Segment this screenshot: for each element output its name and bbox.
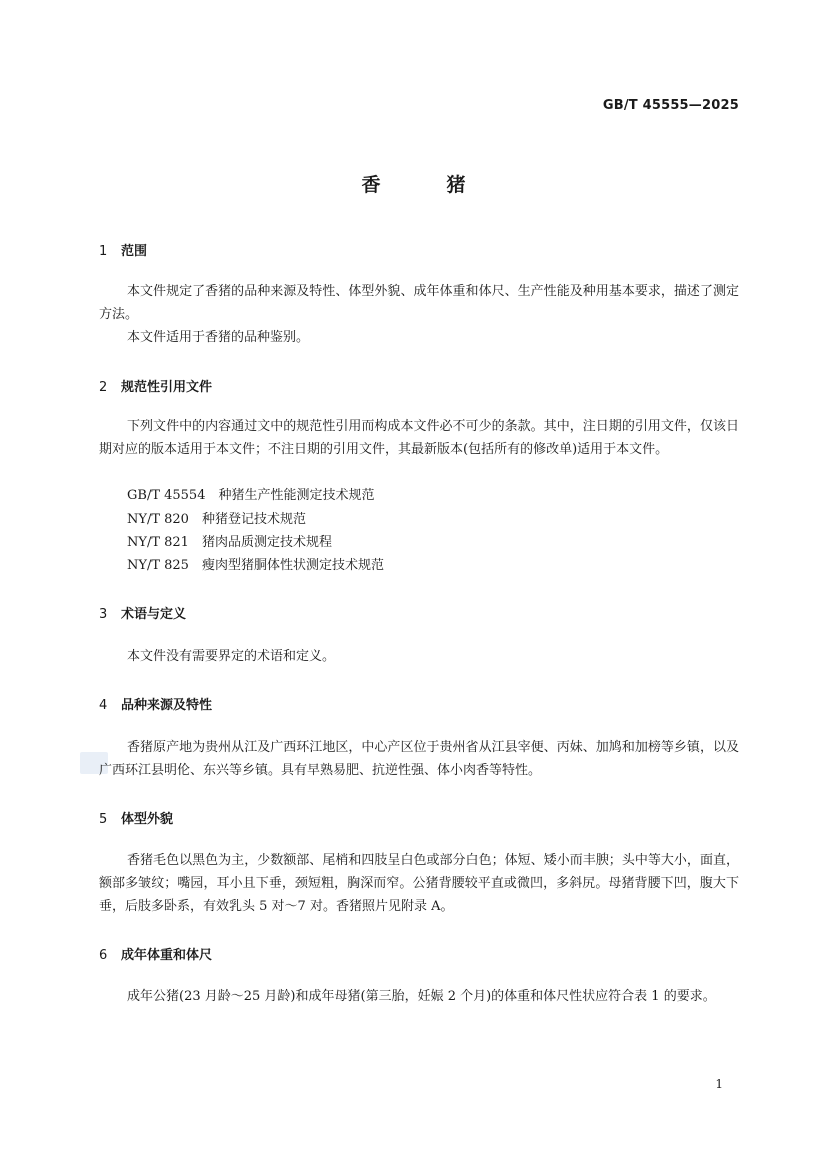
- document-title: 香猪: [361, 174, 532, 196]
- section-6-heading: [99, 944, 212, 963]
- section-number: 3: [99, 607, 108, 622]
- paragraph: 下列文件中的内容通过文中的规范性引用而构成本文件必不可少的条款。其中，注日期的引用文件，仅该日期对应的版本适用于本文件；不注日期的引用文件，其最新版本(包括所有的修改单)适用于本文件。: [99, 419, 739, 457]
- paragraph: 本文件没有需要界定的术语和定义。: [127, 649, 336, 664]
- section-title: 规范性引用文件: [121, 380, 213, 395]
- paragraph: 成年公猪(23 月龄～25 月龄)和成年母猪(第三胎，妊娠 2 个月)的体重和体尺性状应符合表 1 的要求。: [127, 989, 716, 1004]
- section-title: 术语与定义: [121, 607, 187, 622]
- normative-reference: NY/T 821 猪肉品质测定技术规程: [127, 535, 332, 550]
- section-number: 6: [99, 948, 108, 963]
- section-4-heading: [99, 694, 212, 713]
- section-1-heading: [99, 240, 147, 259]
- section-2-heading: [99, 376, 212, 395]
- paragraph: 香猪原产地为贵州从江及广西环江地区，中心产区位于贵州省从江县宰便、丙妹、加鸠和加榜等乡镇，以及广西环江县明伦、东兴等乡镇。具有早熟易肥、抗逆性强、体小肉香等特性。: [99, 740, 739, 778]
- paragraph: 香猪毛色以黑色为主，少数额部、尾梢和四肢呈白色或部分白色；体短、矮小而丰腴；头中等大小，面直，额部多皱纹；嘴园，耳小且下垂，颈短粗，胸深而窄。公猪背腰较平直或微凹，多斜尻。母猪背腰下凹，腹大下垂，后肢多卧系，有效乳头 5 对～7 对。香猪照片见附录 A。: [99, 853, 739, 914]
- normative-reference: NY/T 820 种猪登记技术规范: [127, 512, 306, 527]
- section-number: 4: [99, 698, 108, 713]
- paragraph: 本文件规定了香猪的品种来源及特性、体型外貌、成年体重和体尺、生产性能及种用基本要求，描述了测定方法。: [99, 284, 739, 322]
- section-number: 1: [99, 244, 108, 259]
- section-5-heading: [99, 808, 173, 827]
- section-title: 成年体重和体尺: [121, 948, 213, 963]
- standard-number: GB/T 45555—2025: [602, 98, 739, 113]
- normative-reference: GB/T 45554 种猪生产性能测定技术规范: [127, 488, 375, 503]
- section-title: 体型外貌: [121, 812, 174, 827]
- section-title: 品种来源及特性: [121, 698, 213, 713]
- section-title: 范围: [121, 244, 148, 259]
- normative-reference: NY/T 825 瘦肉型猪胴体性状测定技术规范: [127, 558, 384, 573]
- section-number: 2: [99, 380, 108, 395]
- section-3-heading: [99, 603, 186, 622]
- page-number: 1: [715, 1077, 723, 1091]
- section-number: 5: [99, 812, 108, 827]
- paragraph: 本文件适用于香猪的品种鉴别。: [127, 330, 310, 345]
